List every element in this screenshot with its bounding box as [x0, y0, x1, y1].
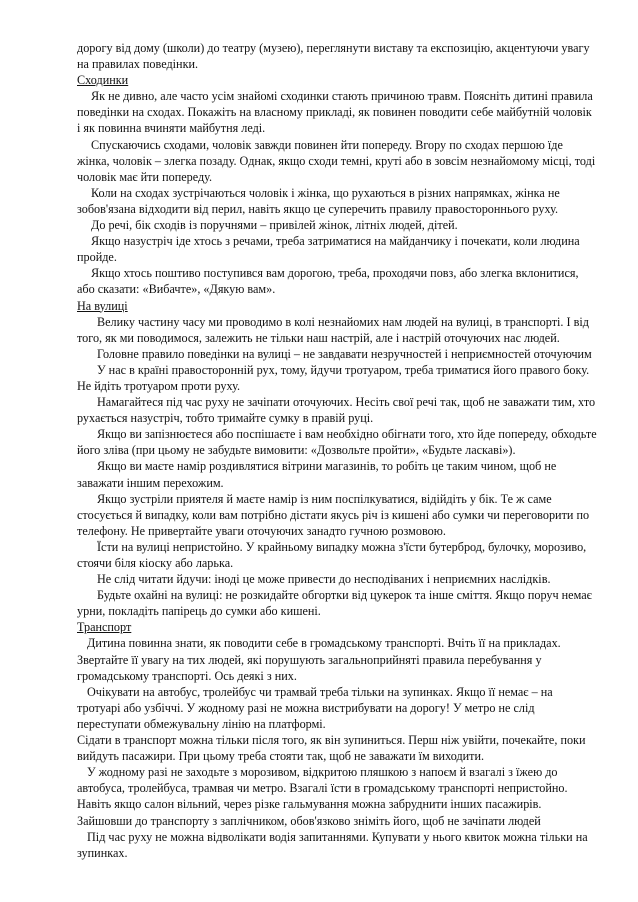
paragraph: Будьте охайні на вулиці: не розкидайте обгортки від цукерок та інше сміття. Якщо поруч немає урни, покладіть папірець до сумки або кишені.: [77, 588, 592, 619]
paragraph: Якщо ви маєте намір роздивлятися вітрини магазинів, то робіть це таким чином, щоб не заважати іншим перехожим.: [77, 459, 557, 490]
paragraph: У нас в країні правосторонній рух, тому, йдучи тротуаром, треба триматися його правого боку. Не йдіть тротуаром проти руху.: [77, 362, 590, 393]
paragraph: Сідати в транспорт можна тільки після того, як він зупиниться. Перш ніж увійти, почекайте, поки вийдуть пасажири. При цьому треба стояти так, щоб не заважати їм виходити.: [77, 733, 586, 764]
paragraph: Якщо ви запізнюєтеся або поспішаєте і вам необхідно обігнати того, хто йде попереду, обходьте його зліва (при цьому не забудьте вимовити: «Дозвольте пройти», «Будьте ласкаві»).: [77, 427, 597, 458]
paragraph: Очікувати на автобус, тролейбус чи трамвай треба тільки на зупинках. Якщо її немає – на тротуарі або узбіччі. У жодному разі не можна вистрибувати на дорогу! У метро не слід переступати обмежувальну лінію на платформі.: [77, 684, 553, 731]
paragraph: Зайшовши до транспорту з заплічником, обов'язково зніміть його, щоб не зачіпати людей: [77, 813, 541, 828]
paragraph: Якщо назустріч іде хтось з речами, треба затриматися на майданчику і почекати, коли людина пройде.: [77, 234, 580, 265]
paragraph: дорогу від дому (школи) до театру (музею), переглянути виставу та експозицію, акцентуючи увагу на правилах поведінки.: [77, 41, 590, 72]
section-heading: На вулиці: [77, 298, 128, 313]
paragraph: Якщо хтось поштиво поступився вам дорогою, треба, проходячи повз, або злегка вклонитися, або сказати: «Вибачте», «Дякую вам».: [77, 266, 579, 297]
paragraph: Якщо зустріли приятеля й маєте намір із ним поспілкуватися, відійдіть у бік. Те ж саме стосується й випадку, коли вам потрібно дістати якусь річ із кишені або сумки чи переговорити по телефону. Не привертайте уваги оточуючих занадто гучною розмовою.: [77, 491, 590, 538]
section-heading: Сходинки: [77, 73, 129, 88]
paragraph: Дитина повинна знати, як поводити себе в громадському транспорті. Вчіть її на прикладах. Звертайте її увагу на тих людей, які порушують загальноприйняті правила перебування у громадському транспорті. Ось деякі з них.: [77, 636, 561, 683]
paragraph: У жодному разі не заходьте з морозивом, відкритою пляшкою з напоєм й взагалі з їжею до автобуса, тролейбуса, трамвая чи метро. Взагалі їсти в громадському транспорті непристойно. Навіть якщо салон вільний, через різке гальмування можна забруднити інших пасажирів.: [77, 765, 568, 812]
paragraph: Їсти на вулиці непристойно. У крайньому випадку можна з'їсти бутерброд, булочку, морозиво, стоячи біля кіоску або ларька.: [77, 539, 587, 570]
paragraph: Намагайтеся під час руху не зачіпати оточуючих. Несіть свої речі так, щоб не заважати тим, хто рухається назустріч, тобто тримайте сумку в правій руці.: [77, 395, 596, 426]
paragraph: Не слід читати йдучи: іноді це може привести до несподіваних і неприємних наслідків.: [97, 572, 551, 587]
paragraph: Коли на сходах зустрічаються чоловік і жінка, що рухаються в різних напрямках, жінка не зобов'язана відходити від перил, навіть якщо це суперечить правилу правостороннього руху.: [77, 185, 560, 216]
paragraph: Під час руху не можна відволікати водія запитаннями. Купувати у нього квиток можна тільки на зупинках.: [77, 829, 588, 860]
paragraph: Головне правило поведінки на вулиці – не завдавати незручностей і неприємностей оточуючим: [97, 346, 592, 361]
paragraph: Як не дивно, але часто усім знайомі сходинки стають причиною травм. Поясніть дитині правила поведінки на сходах. Покажіть на власному прикладі, як повинен поводити себе майбутній чоловік і як повинна вчиняти майбутня леді.: [77, 89, 593, 136]
paragraph: До речі, бік сходів із поручнями – привілей жінок, літніх людей, дітей.: [91, 218, 458, 233]
paragraph: Велику частину часу ми проводимо в колі незнайомих нам людей на вулиці, в транспорті. І від того, як ми поводимося, залежить не тільки наш настрій, але і настрій оточуючих нас людей.: [77, 314, 589, 345]
paragraph: Спускаючись сходами, чоловік завжди повинен йти попереду. Вгору по сходах першою їде жінка, чоловік – злегка позаду. Однак, якщо сходи темні, круті або в зовсім незнайомому місці, тоді чоловік має йти попереду.: [77, 137, 596, 184]
document-page: [77, 40, 597, 861]
section-heading: Транспорт: [77, 620, 132, 635]
